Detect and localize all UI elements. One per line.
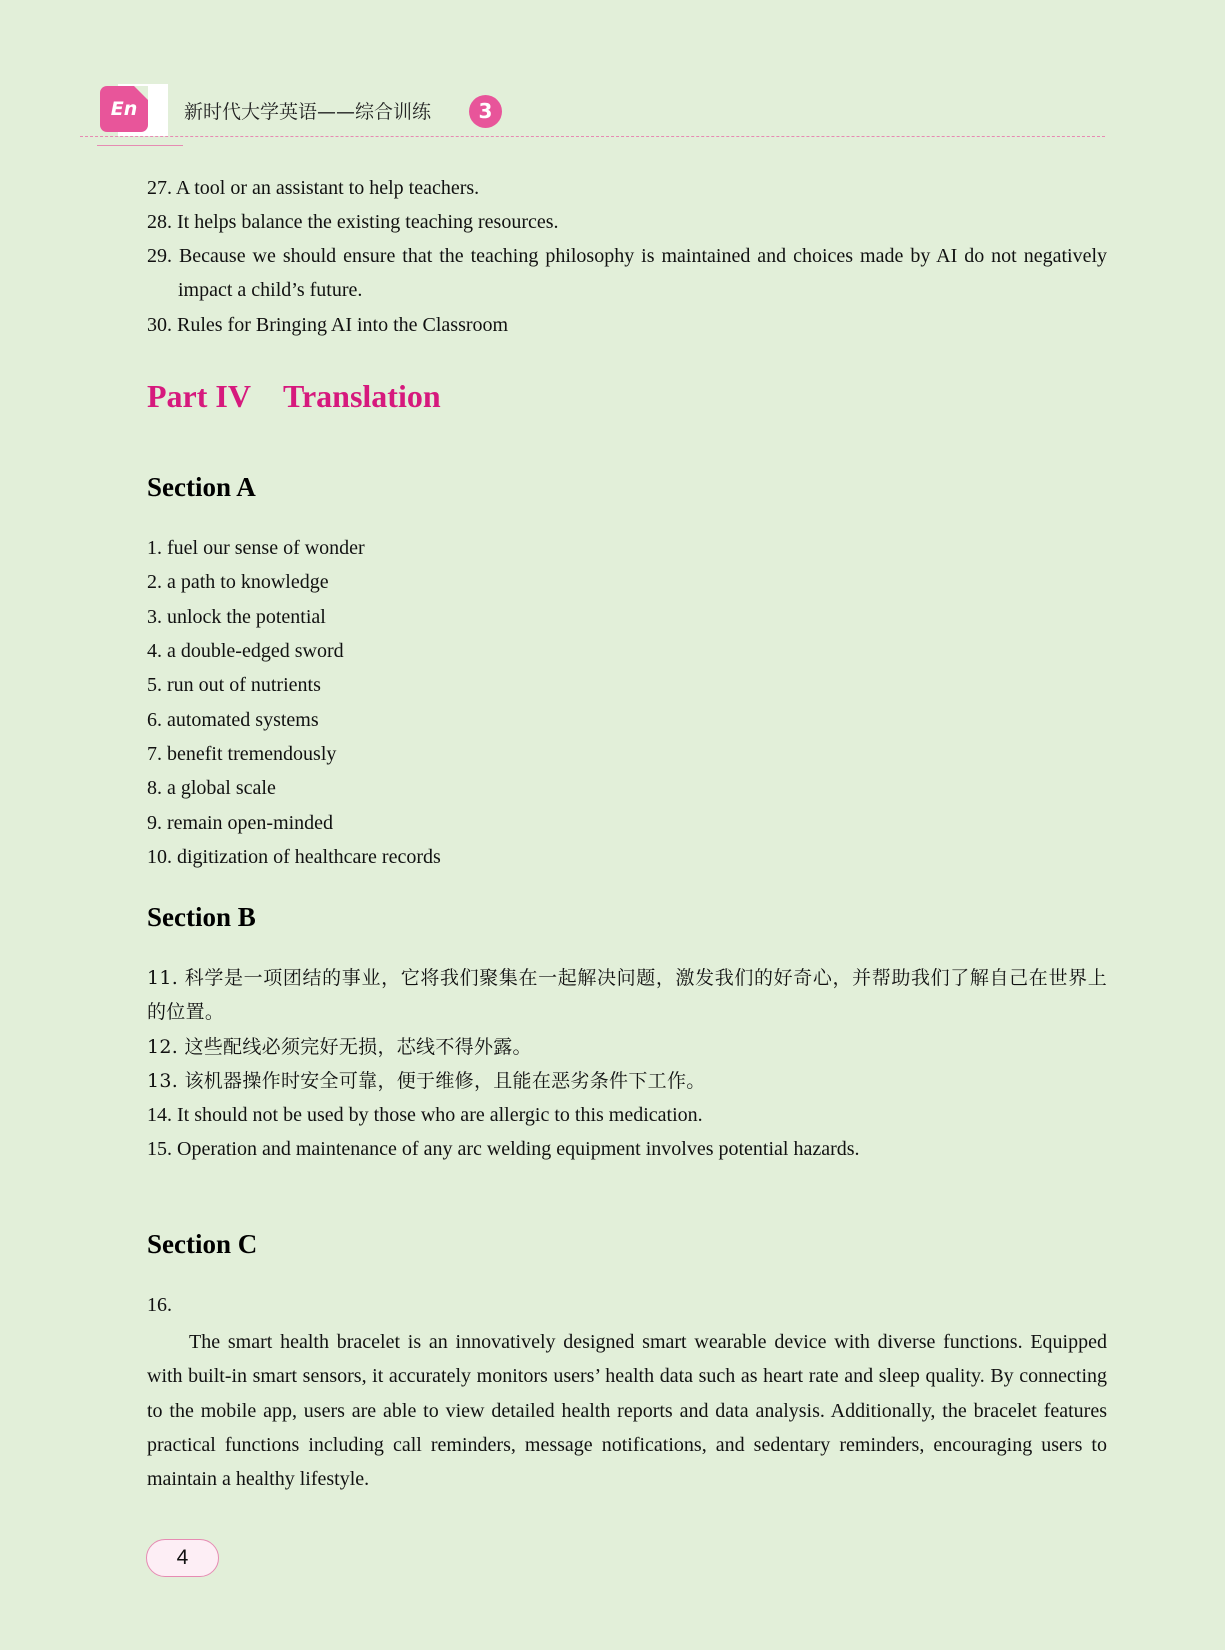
section-a-title: Section A [147,472,256,502]
section-a-item: 4. a double-edged sword [147,640,344,662]
section-b-item: 15. Operation and maintenance of any arc welding equipment involves potential hazards. [147,1138,860,1160]
section-a-item: 9. remain open-minded [147,812,334,834]
section-a-item: 5. run out of nutrients [147,674,321,696]
logo-fold [134,86,148,100]
page-header [0,0,1225,150]
book-title: 新时代大学英语——综合训练 [184,101,432,123]
section-b-title: Section B [147,902,256,932]
section-b-item: 14. It should not be used by those who are allergic to this medication. [147,1104,703,1126]
section-c-paragraph: The smart health bracelet is an innovatively designed smart wearable device with diverse functions. Equipped with built-in smart sensors, it accurately monitors users’ health data such as heart rate and sleep quality. By connecting to the mobile app, users are able to view detailed health reports and data analysis. Additionally, the bracelet features practical functions including call reminders, message notifications, and sedentary reminders, encouraging users to maintain a healthy lifestyle. [147,1331,1107,1491]
section-a-item: 7. benefit tremendously [147,743,337,765]
section-a-item: 2. a path to knowledge [147,571,329,593]
book-logo-icon [100,86,148,132]
part-name: Translation [282,378,441,414]
logo-text: En [110,98,138,120]
section-b-item: 12. 这些配线必须完好无损，芯线不得外露。 [147,1036,532,1058]
section-a-item: 6. automated systems [147,709,319,731]
answer-item: 30. Rules for Bringing AI into the Classroom [147,314,509,336]
section-c-title: Section C [147,1229,258,1259]
volume-badge: 3 [469,95,502,128]
part-title [147,378,441,415]
answer-item: 28. It helps balance the existing teaching resources. [147,211,559,233]
header-dashed-divider [80,136,1105,137]
section-a-item: 1. fuel our sense of wonder [147,537,365,559]
part-label: Part IV [147,378,251,414]
header-underline [97,145,183,146]
section-a-item: 8. a global scale [147,777,276,799]
section-b-item: 11. 科学是一项团结的事业，它将我们聚集在一起解决问题，激发我们的好奇心，并帮助我们了解自己在世界上的位置。 [147,967,1107,1023]
answer-item: 29. Because we should ensure that the teaching philosophy is maintained and choices made by AI do not negatively impact a child’s future. [147,245,1107,301]
section-b-item: 13. 该机器操作时安全可靠，便于维修，且能在恶劣条件下工作。 [147,1070,706,1092]
section-a-item: 3. unlock the potential [147,606,326,628]
page-number: 4 [146,1539,219,1577]
section-a-item: 10. digitization of healthcare records [147,846,441,868]
section-c-number: 16. [147,1294,172,1316]
answer-item: 27. A tool or an assistant to help teachers. [147,177,480,199]
